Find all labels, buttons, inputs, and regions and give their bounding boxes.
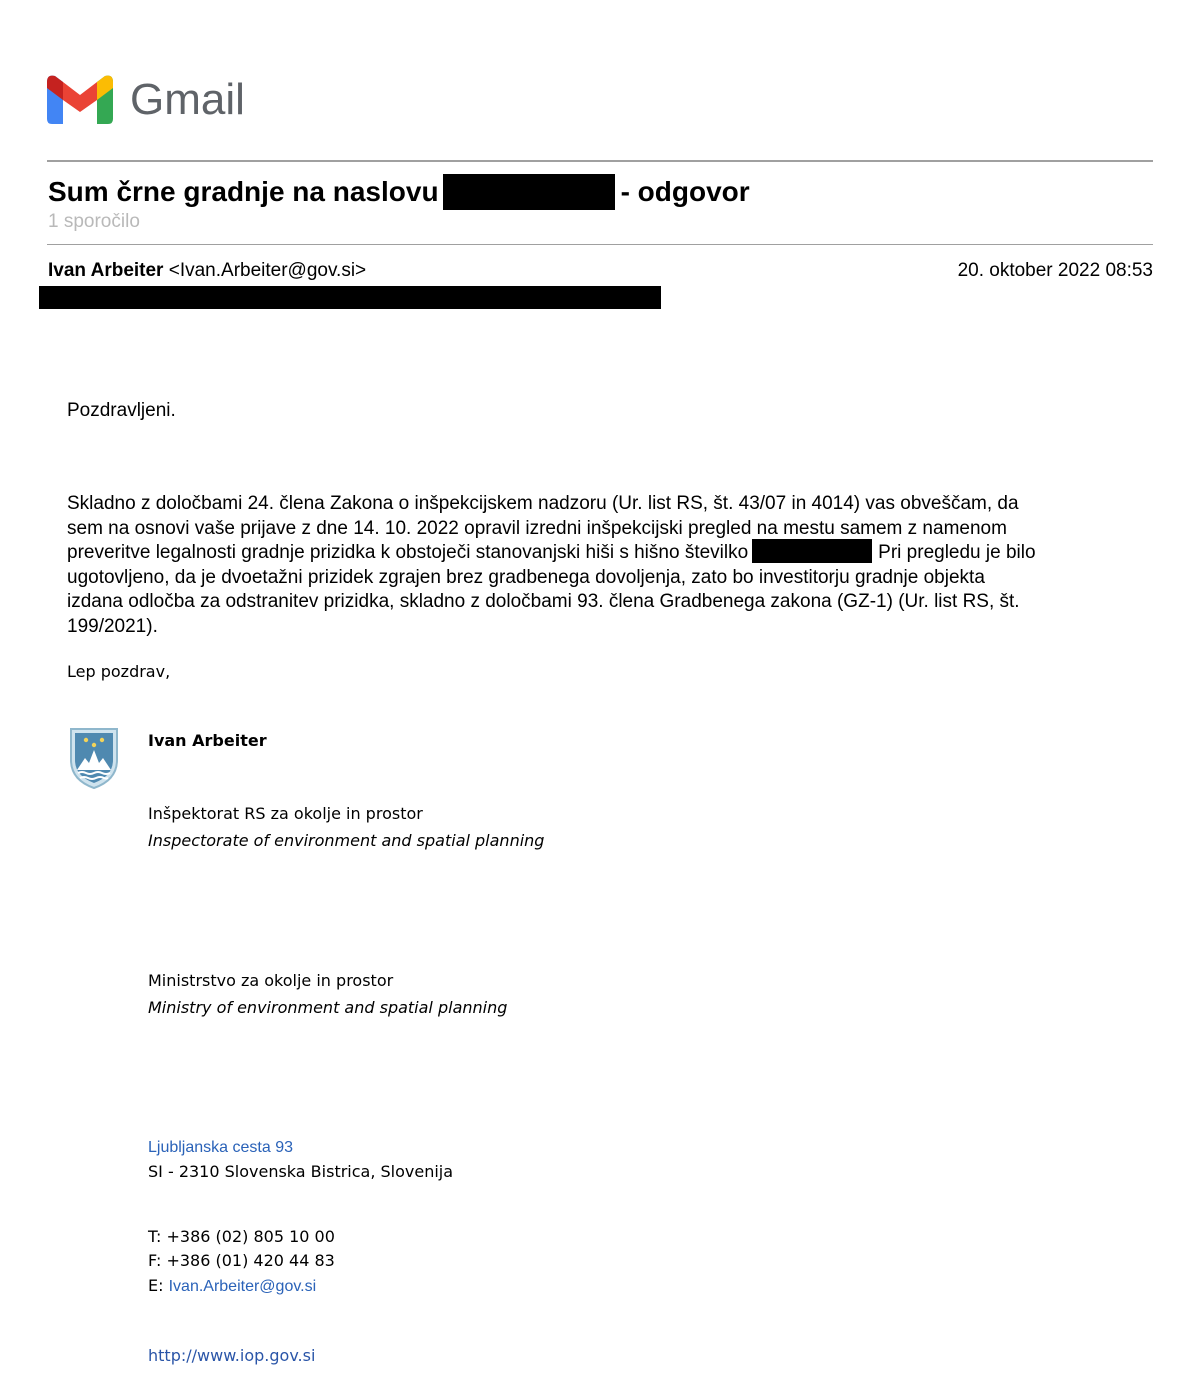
signature-name: Ivan Arbeiter bbox=[148, 731, 267, 750]
body-line: Skladno z določbami 24. člena Zakona o inšpekcijskem nadzoru (Ur. list RS, št. 43/07 in 4014) vas obveščam, da bbox=[67, 493, 1019, 514]
body-line: ugotovljeno, da je dvoetažni prizidek zgrajen brez gradbenega dovoljenja, zato bo investitorju gradnje objekta bbox=[67, 566, 985, 588]
sender-email: <Ivan.Arbeiter@gov.si> bbox=[168, 260, 367, 281]
fax-number: F: +386 (01) 420 44 83 bbox=[148, 1251, 335, 1270]
header-divider bbox=[47, 160, 1153, 162]
body-line: izdana odločba za odstranitev prizidka, skladno z določbami 93. člena Gradbenega zakona (GZ-1) (Ur. list RS, št. bbox=[67, 591, 1020, 613]
body-line-part: Pri pregledu je bilo bbox=[878, 542, 1036, 564]
signature-ministry-english: Ministry of environment and spatial planning bbox=[148, 998, 508, 1017]
address-street-link[interactable]: Ljubljanska cesta 93 bbox=[148, 1139, 293, 1156]
sender-line bbox=[48, 259, 366, 283]
signature-email-line bbox=[148, 1276, 316, 1296]
signature-org-english: Inspectorate of environment and spatial planning bbox=[148, 831, 545, 850]
website-link[interactable]: http://www.iop.gov.si bbox=[148, 1346, 316, 1365]
phone-number: T: +386 (02) 805 10 00 bbox=[148, 1227, 335, 1246]
message-count: 1 sporočilo bbox=[48, 211, 140, 232]
closing: Lep pozdrav, bbox=[67, 662, 171, 681]
signature-org: Inšpektorat RS za okolje in prostor bbox=[148, 804, 423, 823]
signature-email-link[interactable]: Ivan.Arbeiter@gov.si bbox=[168, 1278, 317, 1295]
body-line: sem na osnovi vaše prijave z dne 14. 10. 2022 opravil izredni inšpekcijski pregled na mestu samem z namenom bbox=[67, 517, 1007, 539]
address-city: SI - 2310 Slovenska Bistrica, Slovenija bbox=[148, 1162, 454, 1181]
subject-text-start: Sum črne gradnje na naslovu bbox=[48, 176, 439, 207]
gmail-wordmark[interactable]: Gmail bbox=[130, 75, 245, 124]
message-date: 20. oktober 2022 08:53 bbox=[957, 260, 1153, 281]
subject-redaction bbox=[443, 174, 615, 210]
greeting: Pozdravljeni. bbox=[67, 400, 176, 421]
subject-text-end: - odgovor bbox=[620, 176, 750, 207]
email-prefix: E: bbox=[148, 1276, 169, 1295]
message-body bbox=[67, 492, 1147, 639]
slovenia-coat-of-arms-icon bbox=[68, 726, 120, 790]
body-line-part: preveritve legalnosti gradnje prizidka k obstoječi stanovanjski hiši s hišno številko bbox=[67, 542, 749, 564]
email-subject bbox=[48, 175, 750, 212]
signature-ministry: Ministrstvo za okolje in prostor bbox=[148, 971, 394, 990]
recipient-redaction bbox=[39, 286, 661, 309]
body-line bbox=[67, 541, 1147, 566]
body-line: 199/2021). bbox=[67, 615, 158, 637]
sender-name: Ivan Arbeiter bbox=[48, 260, 164, 281]
subject-divider bbox=[47, 244, 1153, 245]
house-number-redaction bbox=[752, 539, 872, 563]
gmail-logo-icon bbox=[47, 74, 113, 124]
